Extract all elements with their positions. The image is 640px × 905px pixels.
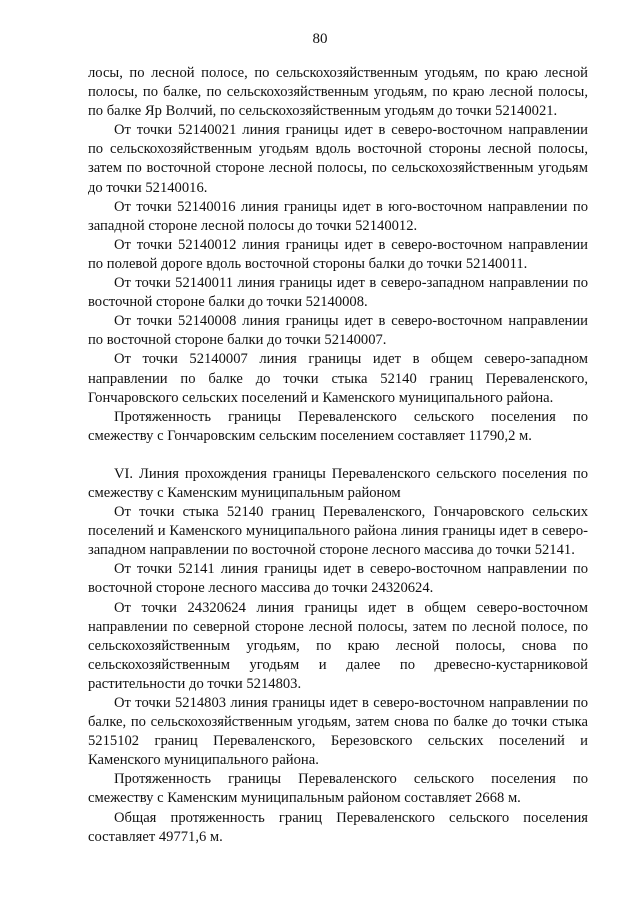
paragraph-continuation: лосы, по лесной полосе, по сельскохозяйственным угодьям, по краю лесной полосы, по балке, по сельскохозяйственным угодьям, по краю лесной полосы, по балке Яр Волчий, по сельскохозяйственным угодьям до точки 52140021. bbox=[88, 65, 588, 120]
paragraph: От точки 52140016 линия границы идет в юго-восточном направлении по западной стороне лесной полосы до точки 52140012. bbox=[88, 198, 588, 234]
document-body bbox=[88, 64, 588, 847]
paragraph: От точки 5214803 линия границы идет в северо-восточном направлении по балке, по сельскохозяйственным угодьям, затем снова по балке до точки стыка 5215102 границ Переваленского, Березовского сельских поселений и Каменского муниципального района. bbox=[88, 695, 588, 769]
paragraph: От точки стыка 52140 границ Переваленского, Гончаровского сельских поселений и Каменского муниципального района линия границы идет в северо-западном направлении по восточной стороне лесного массива до точки 52141. bbox=[88, 504, 588, 559]
paragraph: От точки 52140011 линия границы идет в северо-западном направлении по восточной стороне балки до точки 52140008. bbox=[88, 275, 588, 311]
paragraph: Протяженность границы Переваленского сельского поселения по смежеству с Каменским муниципальным районом составляет 2668 м. bbox=[88, 771, 588, 807]
paragraph: От точки 52140021 линия границы идет в северо-восточном направлении по сельскохозяйственным угодьям вдоль восточной стороны лесной полосы, затем по восточной стороне лесной полосы, по сельскохозяйственным угодьям до точки 52140016. bbox=[88, 122, 588, 196]
paragraph: От точки 52140007 линия границы идет в общем северо-западном направлении по балке до точки стыка 52140 границ Переваленского, Гончаровского сельских поселений и Каменского муниципального района. bbox=[88, 351, 588, 406]
paragraph: От точки 52140008 линия границы идет в северо-восточном направлении по восточной стороне балки до точки 52140007. bbox=[88, 313, 588, 349]
paragraph: От точки 24320624 линия границы идет в общем северо-восточном направлении по северной стороне лесной полосы, затем по лесной полосе, по сельскохозяйственным угодьям, по краю лесной полосы, снова по сельскохозяйственным угодьям и далее по древесно-кустарниковой растительности до точки 5214803. bbox=[88, 599, 588, 692]
page-number: 80 bbox=[312, 31, 328, 47]
paragraph: От точки 52140012 линия границы идет в северо-восточном направлении по полевой дороге вдоль восточной стороны балки до точки 52140011. bbox=[88, 236, 588, 272]
paragraph: От точки 52141 линия границы идет в северо-восточном направлении по восточной стороне лесного массива до точки 24320624. bbox=[88, 561, 588, 597]
section-heading: VI. Линия прохождения границы Переваленского сельского поселения по смежеству с Каменским муниципальным районом bbox=[88, 465, 588, 501]
paragraph: Протяженность границы Переваленского сельского поселения по смежеству с Гончаровским сельским поселением составляет 11790,2 м. bbox=[88, 408, 588, 444]
paragraph: Общая протяженность границ Переваленского сельского поселения составляет 49771,6 м. bbox=[88, 809, 588, 845]
